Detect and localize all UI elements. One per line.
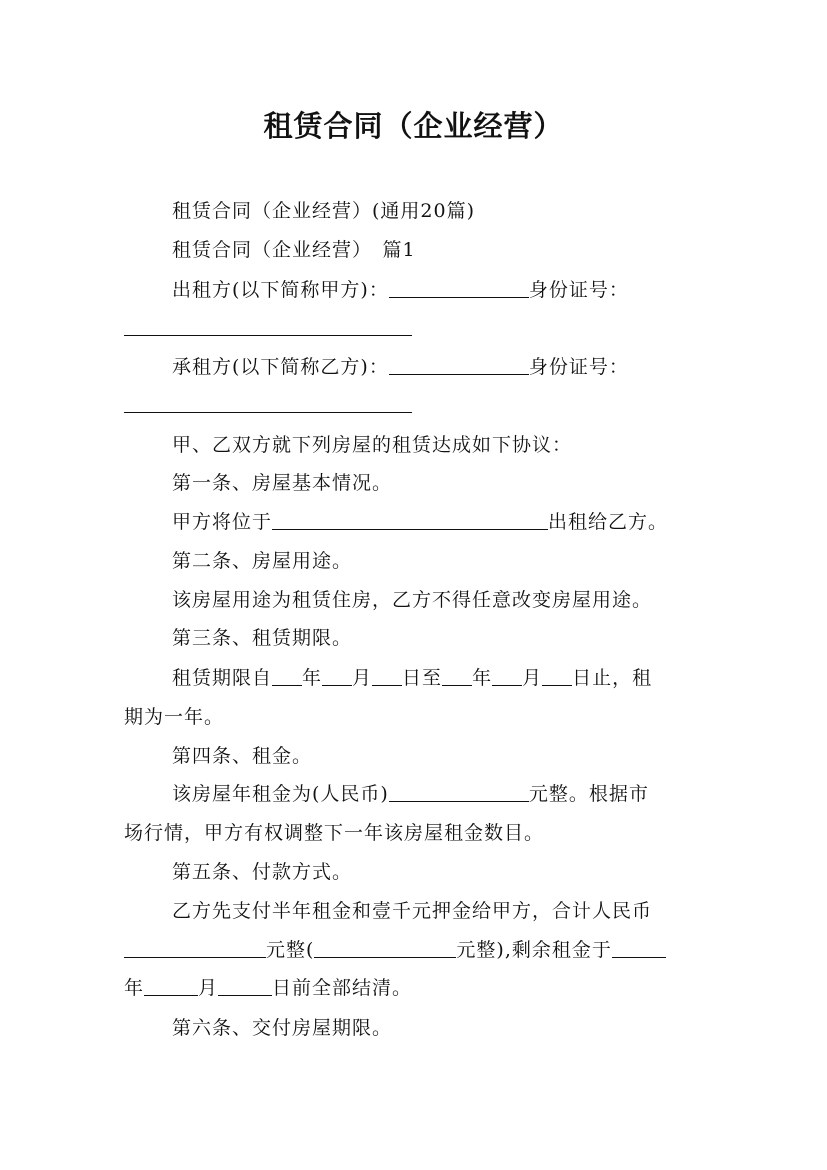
due-day-label: 日前全部结清。	[272, 977, 413, 999]
article-1-title: 第一条、房屋基本情况。	[172, 472, 393, 494]
day-label: 日止，租	[572, 667, 653, 689]
lessor-label: 出租方(以下简称甲方)：	[172, 279, 389, 301]
article-4-continuation: 场行情，甲方有权调整下一年该房屋租金数目。	[124, 822, 545, 844]
article-5-title: 第五条、付款方式。	[172, 861, 353, 883]
subtitle-line: 租赁合同（企业经营）(通用20篇)	[172, 200, 476, 222]
total-amount-blank	[124, 939, 266, 958]
rent-prefix: 该房屋年租金为(人民币)	[172, 783, 389, 805]
start-month-blank	[322, 667, 352, 686]
section-heading: 租赁合同（企业经营） 篇1	[172, 239, 416, 261]
article-1-suffix: 出租给乙方。	[548, 511, 669, 533]
article-1-text	[124, 510, 772, 534]
document-title: 租赁合同（企业经营）	[263, 109, 564, 143]
lessor-id-blank	[124, 317, 412, 336]
article-5-text: 乙方先支付半年租金和壹千元押金给甲方，合计人民币	[172, 900, 653, 922]
remaining-rent-label: 元整),剩余租金于	[456, 939, 612, 961]
lessor-line	[124, 278, 772, 302]
end-month-blank	[492, 667, 522, 686]
id-label: 身份证号：	[528, 356, 629, 378]
due-month-blank	[144, 977, 198, 996]
article-3-title: 第三条、租赁期限。	[172, 627, 353, 649]
start-day-blank	[372, 667, 402, 686]
rent-amount-blank	[389, 783, 529, 802]
end-day-blank	[542, 667, 572, 686]
lessee-label: 承租方(以下简称乙方)：	[172, 356, 389, 378]
id-label: 身份证号：	[528, 279, 629, 301]
article-5-date-line	[124, 976, 724, 1000]
rent-suffix: 元整。根据市	[528, 783, 649, 805]
total-amount-upper-blank	[314, 939, 456, 958]
article-3-continuation: 期为一年。	[124, 706, 225, 728]
article-2-text: 该房屋用途为租赁住房，乙方不得任意改变房屋用途。	[172, 589, 653, 611]
address-blank	[272, 511, 548, 530]
lessee-name-blank	[389, 356, 529, 375]
year-label: 年	[124, 977, 145, 999]
day-label: 日至	[402, 667, 443, 689]
lease-term-prefix: 租赁期限自	[172, 667, 273, 689]
end-year-blank	[442, 667, 472, 686]
year-label: 年	[302, 667, 323, 689]
month-label: 月	[352, 667, 373, 689]
article-6-title: 第六条、交付房屋期限。	[172, 1017, 393, 1039]
lessee-id-blank	[124, 394, 412, 413]
article-5-continuation	[124, 938, 724, 962]
start-year-blank	[272, 667, 302, 686]
due-year-blank	[612, 939, 666, 958]
article-1-prefix: 甲方将位于	[172, 511, 273, 533]
yuan-label: 元整(	[266, 939, 315, 961]
agreement-intro: 甲、乙双方就下列房屋的租赁达成如下协议：	[172, 434, 573, 456]
due-day-blank	[218, 977, 272, 996]
lessor-id-line	[124, 316, 724, 340]
year-label: 年	[472, 667, 493, 689]
month-label: 月	[198, 977, 219, 999]
article-3-text	[124, 666, 772, 690]
article-2-title: 第二条、房屋用途。	[172, 550, 353, 572]
lessee-line	[124, 355, 772, 379]
article-4-text	[124, 782, 772, 806]
lessee-id-line	[124, 393, 724, 417]
month-label: 月	[522, 667, 543, 689]
lessor-name-blank	[389, 279, 529, 298]
article-4-title: 第四条、租金。	[172, 745, 313, 767]
